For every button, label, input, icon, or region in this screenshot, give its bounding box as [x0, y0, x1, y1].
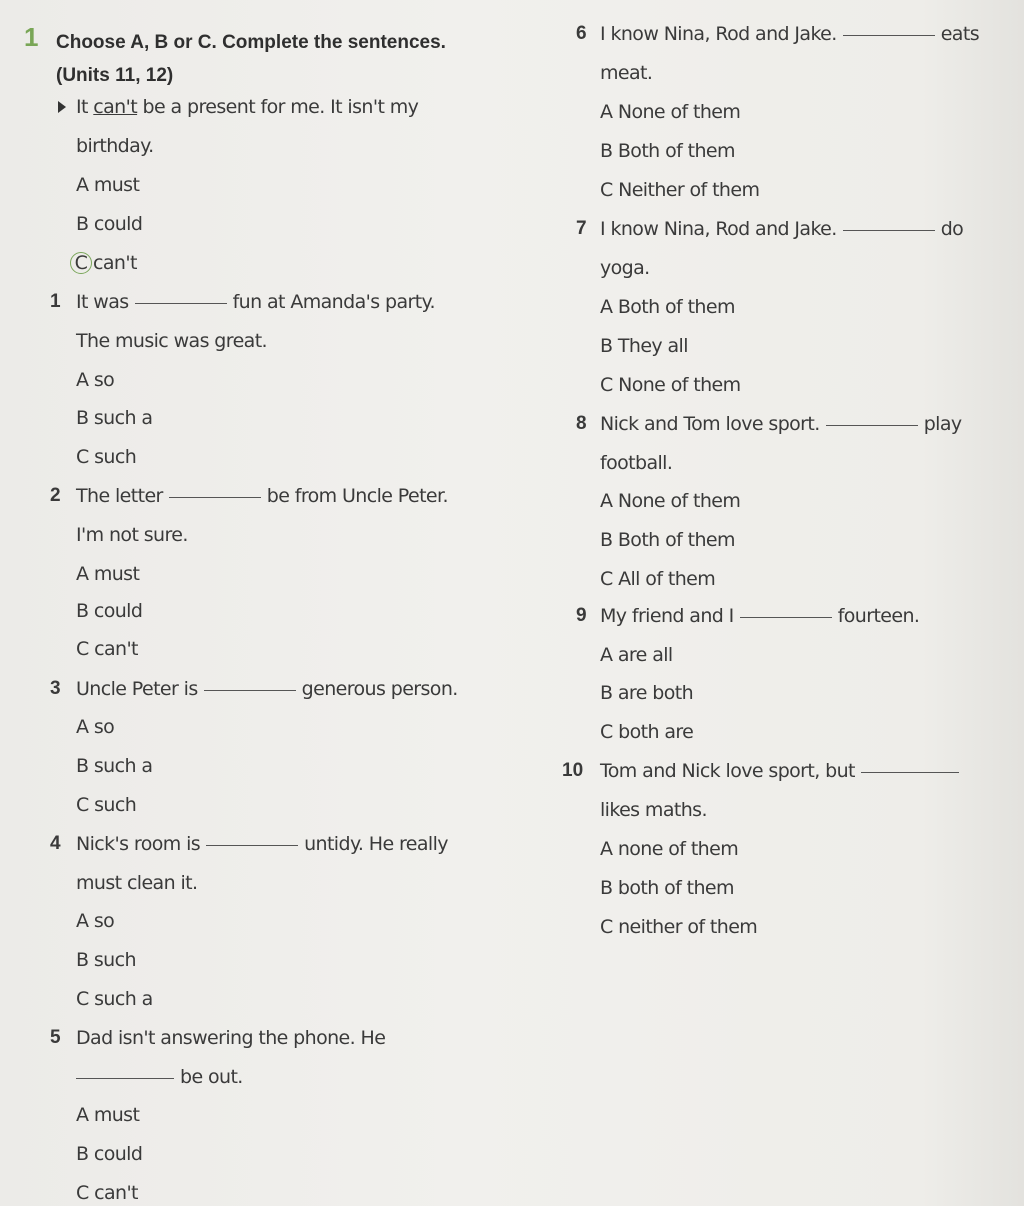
- question-4-after: untidy. He really: [304, 833, 448, 855]
- question-3-blank[interactable]: [204, 688, 296, 691]
- question-4-sentence: [76, 832, 448, 856]
- question-1-line2: The music was great.: [76, 330, 267, 352]
- example-line2: birthday.: [76, 135, 154, 157]
- question-1-option-c[interactable]: C such: [76, 446, 137, 468]
- question-1-before: It was: [76, 291, 129, 313]
- question-3-before: Uncle Peter is: [76, 678, 198, 700]
- example-modal: can't: [93, 96, 138, 118]
- example-option-a[interactable]: A must: [76, 174, 140, 196]
- question-8-number: 8: [576, 413, 587, 434]
- question-4-blank[interactable]: [206, 843, 298, 846]
- question-1-after: fun at Amanda's party.: [232, 291, 435, 313]
- question-7-sentence: [600, 217, 963, 241]
- question-2-sentence: [76, 484, 448, 508]
- question-10-sentence: [600, 759, 965, 783]
- question-6-before: I know Nina, Rod and Jake.: [600, 23, 837, 45]
- question-9-option-b[interactable]: B are both: [600, 682, 694, 704]
- question-9-before: My friend and I: [600, 605, 734, 627]
- question-8-option-b[interactable]: B Both of them: [600, 529, 735, 551]
- question-4-option-c[interactable]: C such a: [76, 988, 153, 1010]
- question-2-option-c[interactable]: C can't: [76, 638, 138, 660]
- question-8-before: Nick and Tom love sport.: [600, 413, 820, 435]
- question-5-number: 5: [50, 1027, 61, 1048]
- question-3-option-a[interactable]: A so: [76, 716, 115, 738]
- question-1-blank[interactable]: [135, 301, 227, 304]
- question-1-option-a[interactable]: A so: [76, 369, 115, 391]
- question-1-sentence: [76, 290, 435, 314]
- question-4-number: 4: [50, 833, 61, 854]
- question-2-blank[interactable]: [169, 495, 261, 498]
- question-7-before: I know Nina, Rod and Jake.: [600, 218, 837, 240]
- example-text-b: be a present for me. It isn't my: [137, 96, 419, 118]
- question-4-line2: must clean it.: [76, 872, 198, 894]
- question-4-option-b[interactable]: B such: [76, 949, 136, 971]
- exercise-number: 1: [24, 22, 39, 52]
- question-10-option-b[interactable]: B both of them: [600, 877, 734, 899]
- question-9-option-a[interactable]: A are all: [600, 644, 673, 666]
- question-3-option-b[interactable]: B such a: [76, 755, 153, 777]
- example-sentence: [76, 95, 418, 119]
- example-option-c-text: can't: [93, 252, 137, 274]
- question-6-blank[interactable]: [843, 33, 935, 36]
- question-2-after: be from Uncle Peter.: [266, 485, 448, 507]
- example-marker-icon: [58, 101, 66, 113]
- question-7-number: 7: [576, 218, 587, 239]
- question-9-number: 9: [576, 605, 587, 626]
- question-9-blank[interactable]: [740, 615, 832, 618]
- question-10-option-a[interactable]: A none of them: [600, 838, 739, 860]
- question-3-option-c[interactable]: C such: [76, 794, 137, 816]
- question-3-number: 3: [50, 678, 61, 699]
- question-2-before: The letter: [76, 485, 163, 507]
- question-7-option-c[interactable]: C None of them: [600, 374, 741, 396]
- example-option-b[interactable]: B could: [76, 213, 143, 235]
- question-3-sentence: [76, 677, 458, 701]
- question-9-after: fourteen.: [837, 605, 920, 627]
- question-1-option-b[interactable]: B such a: [76, 407, 153, 429]
- question-10-before: Tom and Nick love sport, but: [600, 760, 855, 782]
- question-1-number: 1: [50, 291, 61, 312]
- question-8-after: play: [923, 413, 962, 435]
- question-6-option-c[interactable]: C Neither of them: [600, 179, 760, 201]
- answer-circle: C: [70, 252, 92, 274]
- question-9-sentence: [600, 604, 919, 628]
- question-10-option-c[interactable]: C neither of them: [600, 916, 758, 938]
- question-2-line2: I'm not sure.: [76, 524, 188, 546]
- question-6-option-b[interactable]: B Both of them: [600, 140, 735, 162]
- question-10-line2: likes maths.: [600, 799, 707, 821]
- question-5-option-c[interactable]: C can't: [76, 1182, 138, 1204]
- example-option-c[interactable]: [70, 251, 137, 275]
- question-6-after: eats: [940, 23, 979, 45]
- question-10-number: 10: [562, 760, 584, 781]
- question-7-option-b[interactable]: B They all: [600, 335, 688, 357]
- question-7-after: do: [940, 218, 964, 240]
- question-7-blank[interactable]: [843, 228, 935, 231]
- question-10-blank[interactable]: [861, 770, 959, 773]
- question-2-option-b[interactable]: B could: [76, 600, 143, 622]
- question-3-after: generous person.: [301, 678, 458, 700]
- question-6-number: 6: [576, 23, 587, 44]
- question-5-line1: Dad isn't answering the phone. He: [76, 1027, 386, 1049]
- question-4-before: Nick's room is: [76, 833, 201, 855]
- question-8-option-a[interactable]: A None of them: [600, 490, 741, 512]
- question-6-line2: meat.: [600, 62, 653, 84]
- question-5-line2: [70, 1065, 243, 1089]
- question-8-blank[interactable]: [826, 423, 918, 426]
- question-4-option-a[interactable]: A so: [76, 910, 115, 932]
- question-7-option-a[interactable]: A Both of them: [600, 296, 735, 318]
- question-9-option-c[interactable]: C both are: [600, 721, 694, 743]
- question-6-sentence: [600, 22, 979, 46]
- question-8-option-c[interactable]: C All of them: [600, 568, 716, 590]
- question-7-line2: yoga.: [600, 257, 650, 279]
- example-text-a: It: [76, 96, 94, 118]
- question-2-option-a[interactable]: A must: [76, 563, 140, 585]
- question-8-line2: football.: [600, 452, 673, 474]
- question-6-option-a[interactable]: A None of them: [600, 101, 741, 123]
- exercise-title-line1: Choose A, B or C. Complete the sentences.: [56, 32, 446, 53]
- question-5-option-a[interactable]: A must: [76, 1104, 140, 1126]
- exercise-title-line2: (Units 11, 12): [56, 65, 174, 86]
- question-8-sentence: [600, 412, 962, 436]
- question-5-blank[interactable]: [76, 1076, 174, 1079]
- question-2-number: 2: [50, 485, 61, 506]
- question-5-option-b[interactable]: B could: [76, 1143, 143, 1165]
- exercise-title: [56, 26, 446, 92]
- question-5-after: be out.: [180, 1066, 243, 1088]
